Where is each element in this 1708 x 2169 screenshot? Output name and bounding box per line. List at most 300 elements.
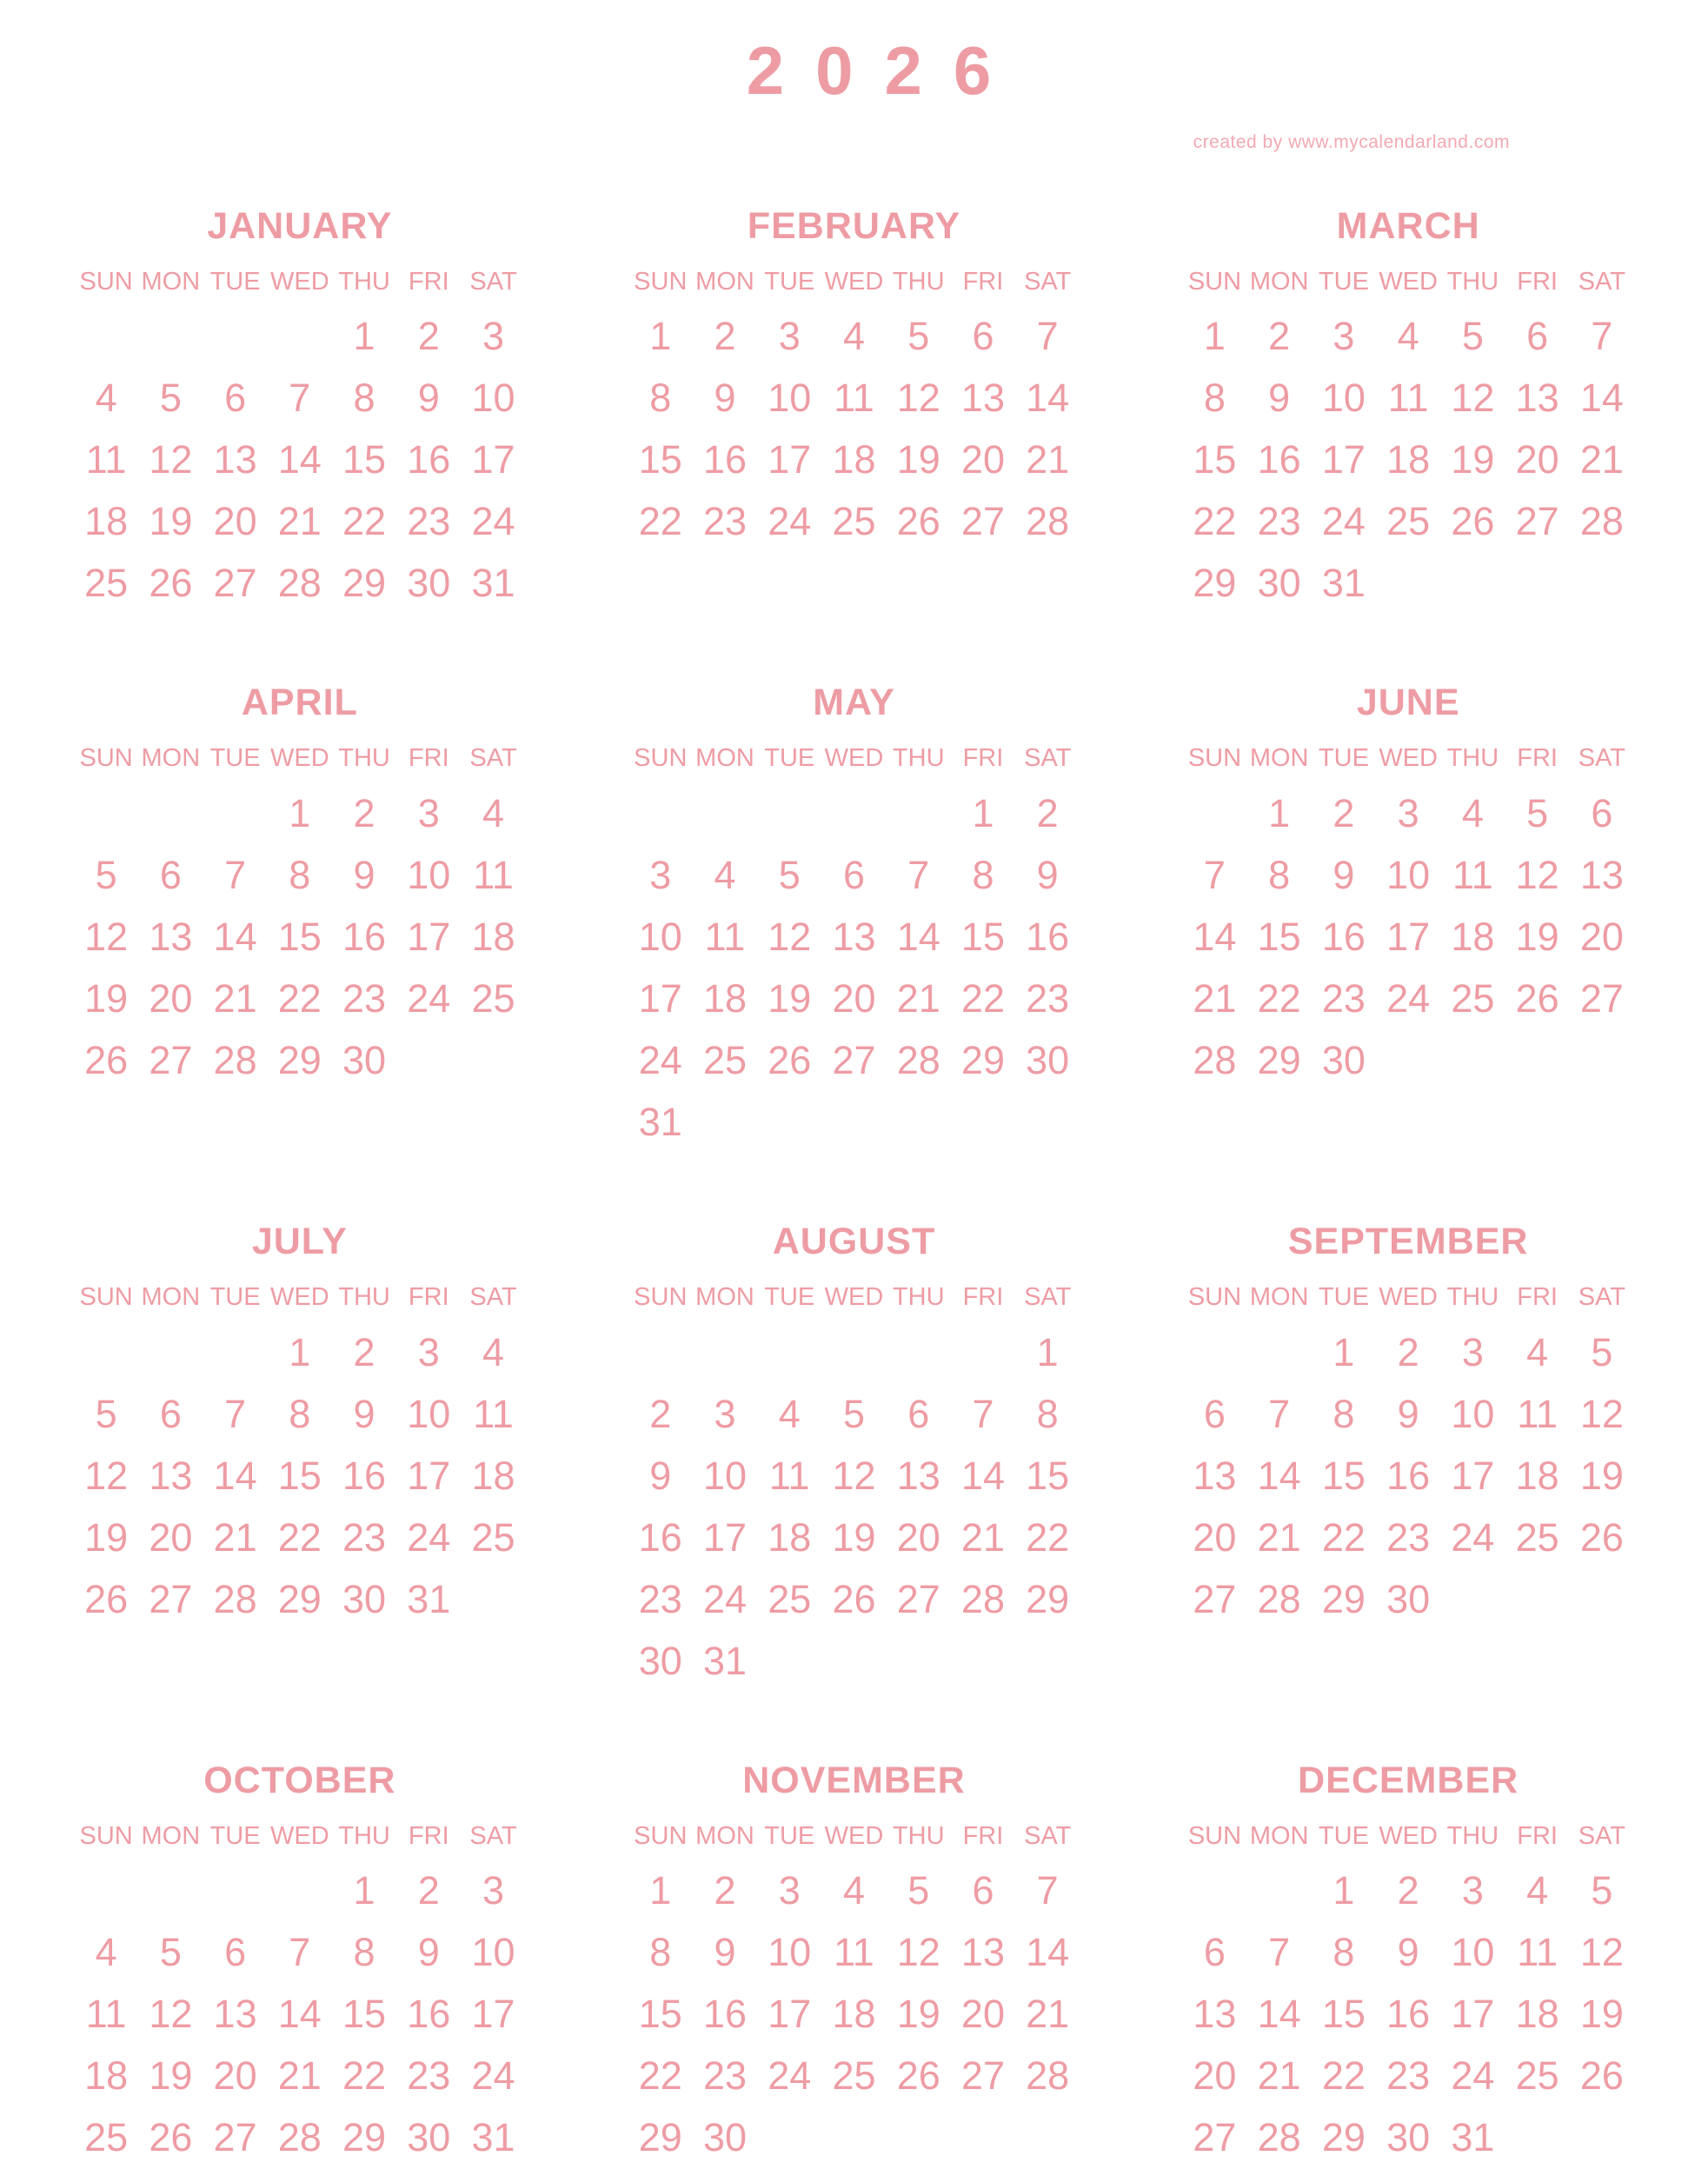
date-cell: 5: [907, 314, 930, 359]
date-cell: 8: [1333, 1930, 1355, 1975]
month-august: [628, 1189, 1080, 1692]
weekday-label-tue: TUE: [209, 1821, 261, 1850]
date-cell: 4: [842, 314, 865, 359]
empty-cell: [1570, 2107, 1634, 2169]
weekday-label-sun: SUN: [79, 267, 133, 296]
date-cell: 19: [768, 975, 812, 1021]
date-cell: 28: [277, 561, 322, 606]
date-cell: 31: [471, 561, 515, 606]
weekday-label-mon: MON: [695, 1283, 754, 1312]
date-cell: 14: [1257, 1992, 1301, 2037]
date-cell: 11: [704, 914, 746, 959]
date-cell: 24: [638, 1037, 682, 1082]
empty-cell: [757, 782, 821, 844]
date-cell: 13: [960, 376, 1005, 421]
date-cell: 25: [1386, 499, 1431, 544]
date-cell: 30: [407, 561, 451, 606]
weekday-label-thu: THU: [892, 1821, 945, 1850]
date-cell: 14: [1193, 914, 1237, 959]
date-cell: 13: [213, 1992, 257, 2037]
month-days-grid: [74, 306, 526, 615]
date-cell: 16: [1257, 437, 1301, 482]
date-cell: 13: [1193, 1992, 1237, 2037]
date-cell: 24: [407, 1514, 451, 1560]
month-title: JUNE: [1356, 682, 1460, 724]
date-cell: 28: [213, 1576, 257, 1621]
date-cell: 5: [1591, 1329, 1613, 1374]
empty-cell: [1570, 1029, 1634, 1091]
weekday-label-sat: SAT: [1578, 1821, 1625, 1850]
date-cell: 4: [482, 1329, 505, 1374]
date-cell: 21: [960, 1514, 1005, 1560]
month-july: [74, 1189, 526, 1692]
date-cell: 14: [213, 914, 257, 959]
date-cell: 16: [1386, 1453, 1431, 1498]
date-cell: 9: [649, 1453, 672, 1498]
date-cell: 28: [1026, 499, 1070, 544]
date-cell: 13: [1515, 376, 1559, 421]
empty-cell: [74, 782, 138, 844]
date-cell: 8: [1333, 1391, 1355, 1436]
date-cell: 10: [471, 376, 515, 421]
date-cell: 17: [1451, 1453, 1495, 1498]
weekday-label-mon: MON: [1249, 1821, 1309, 1850]
date-cell: 15: [1026, 1453, 1070, 1498]
empty-cell: [1247, 1321, 1312, 1383]
date-cell: 7: [907, 852, 930, 897]
date-cell: 18: [1515, 1992, 1559, 2037]
date-cell: 30: [702, 2115, 748, 2160]
weekday-label-tue: TUE: [764, 267, 815, 296]
month-november: [628, 1728, 1080, 2169]
weekday-label-sun: SUN: [1187, 1283, 1242, 1312]
date-cell: 23: [407, 2053, 451, 2099]
credit-text: created by www.mycalendarland.com: [1193, 132, 1510, 152]
date-cell: 19: [149, 499, 193, 544]
year-title: 2026: [746, 32, 1023, 109]
date-cell: 2: [417, 314, 440, 359]
empty-cell: [1182, 1860, 1246, 1922]
month-october: [74, 1728, 526, 2169]
weekday-label-sat: SAT: [469, 267, 517, 296]
date-cell: 26: [1579, 2053, 1624, 2099]
date-cell: 8: [1036, 1391, 1059, 1436]
date-cell: 21: [213, 1514, 257, 1560]
date-cell: 23: [702, 499, 748, 544]
date-cell: 25: [702, 1037, 748, 1082]
date-cell: 11: [834, 1930, 874, 1975]
date-cell: 2: [353, 1329, 375, 1374]
date-cell: 3: [1333, 314, 1355, 359]
date-cell: 3: [417, 790, 440, 835]
weekday-header-row: [74, 742, 526, 774]
weekday-label-mon: MON: [695, 744, 754, 773]
weekday-label-sun: SUN: [1187, 267, 1242, 296]
weekday-label-mon: MON: [1249, 1283, 1309, 1312]
weekday-label-wed: WED: [269, 744, 329, 773]
weekday-label-thu: THU: [1446, 744, 1499, 773]
date-cell: 21: [1579, 437, 1624, 482]
date-cell: 2: [714, 314, 736, 359]
weekday-header-row: [628, 1281, 1080, 1313]
weekday-label-tue: TUE: [1318, 1821, 1369, 1850]
date-cell: 8: [972, 852, 994, 897]
date-cell: 15: [277, 1453, 322, 1498]
date-cell: 7: [289, 376, 311, 421]
empty-cell: [461, 1029, 525, 1091]
empty-cell: [1505, 1029, 1570, 1091]
date-cell: 16: [1026, 914, 1070, 959]
date-cell: 22: [342, 2053, 387, 2099]
month-title: MAY: [813, 682, 895, 724]
empty-cell: [951, 1630, 1015, 1692]
date-cell: 2: [714, 1868, 736, 1913]
weekday-label-thu: THU: [1446, 1283, 1499, 1312]
month-title: OCTOBER: [203, 1759, 396, 1801]
date-cell: 16: [342, 1453, 387, 1498]
date-cell: 13: [896, 1453, 940, 1498]
month-april: [74, 651, 526, 1154]
date-cell: 3: [778, 314, 801, 359]
date-cell: 5: [778, 852, 801, 897]
date-cell: 18: [832, 1992, 876, 2037]
empty-cell: [1570, 1568, 1634, 1630]
month-title: NOVEMBER: [742, 1759, 966, 1801]
date-cell: 2: [417, 1868, 440, 1913]
month-december: [1182, 1728, 1634, 2169]
month-days-grid: [74, 1321, 526, 1630]
weekday-label-thu: THU: [892, 1283, 945, 1312]
date-cell: 7: [1036, 1868, 1059, 1913]
empty-cell: [951, 1091, 1015, 1153]
weekday-label-wed: WED: [824, 1821, 884, 1850]
date-cell: 8: [649, 1930, 672, 1975]
date-cell: 20: [213, 2053, 257, 2099]
date-cell: 31: [471, 2115, 515, 2160]
date-cell: 20: [213, 499, 257, 544]
date-cell: 20: [1193, 2053, 1237, 2099]
date-cell: 7: [1268, 1391, 1291, 1436]
month-days-grid: [1182, 782, 1634, 1091]
date-cell: 13: [1579, 852, 1624, 897]
empty-cell: [203, 782, 267, 844]
date-cell: 14: [213, 1453, 257, 1498]
date-cell: 22: [277, 1514, 322, 1560]
date-cell: 14: [277, 437, 322, 482]
date-cell: 12: [1579, 1930, 1624, 1975]
date-cell: 19: [1451, 437, 1495, 482]
date-cell: 24: [1321, 499, 1366, 544]
weekday-label-tue: TUE: [764, 1821, 815, 1850]
date-cell: 4: [95, 376, 117, 421]
weekday-label-tue: TUE: [209, 267, 261, 296]
date-cell: 3: [1461, 1329, 1484, 1374]
weekday-label-sat: SAT: [1024, 267, 1072, 296]
date-cell: 27: [213, 2115, 257, 2160]
date-cell: 21: [1193, 975, 1237, 1021]
date-cell: 16: [407, 437, 451, 482]
date-cell: 21: [213, 975, 257, 1021]
weekday-label-sun: SUN: [79, 1821, 133, 1850]
empty-cell: [693, 1091, 757, 1153]
date-cell: 4: [482, 790, 505, 835]
empty-cell: [821, 1321, 886, 1383]
date-cell: 16: [1386, 1992, 1431, 2037]
empty-cell: [1015, 1091, 1080, 1153]
weekday-label-thu: THU: [1446, 1821, 1499, 1850]
date-cell: 29: [1193, 561, 1237, 606]
date-cell: 12: [1579, 1391, 1624, 1436]
date-cell: 11: [473, 852, 514, 897]
empty-cell: [628, 1321, 693, 1383]
date-cell: 11: [1387, 376, 1429, 421]
weekday-label-wed: WED: [1379, 744, 1438, 773]
date-cell: 20: [960, 1992, 1005, 2037]
date-cell: 14: [1579, 376, 1624, 421]
weekday-header-row: [628, 266, 1080, 297]
empty-cell: [757, 1630, 821, 1692]
date-cell: 31: [702, 1638, 748, 1683]
weekday-label-fri: FRI: [408, 1283, 449, 1312]
date-cell: 30: [1257, 561, 1301, 606]
weekday-label-sat: SAT: [1578, 267, 1625, 296]
weekday-label-fri: FRI: [962, 744, 1004, 773]
date-cell: 29: [1257, 1037, 1301, 1082]
empty-cell: [268, 1860, 332, 1922]
weekday-label-sat: SAT: [1024, 1283, 1072, 1312]
weekday-label-sun: SUN: [634, 744, 688, 773]
date-cell: 30: [407, 2115, 451, 2160]
empty-cell: [887, 782, 951, 844]
empty-cell: [1376, 553, 1440, 615]
weekday-label-thu: THU: [338, 267, 390, 296]
weekday-label-sun: SUN: [634, 1821, 688, 1850]
weekday-header-row: [1182, 1820, 1634, 1852]
weekday-label-fri: FRI: [1517, 744, 1558, 773]
date-cell: 12: [1515, 852, 1559, 897]
date-cell: 3: [778, 1868, 801, 1913]
date-cell: 31: [1321, 561, 1366, 606]
empty-cell: [203, 1321, 267, 1383]
date-cell: 1: [649, 314, 672, 359]
date-cell: 4: [1526, 1868, 1549, 1913]
date-cell: 5: [842, 1391, 865, 1436]
month-title: JANUARY: [207, 204, 393, 247]
date-cell: 18: [471, 1453, 515, 1498]
empty-cell: [1440, 553, 1505, 615]
date-cell: 13: [149, 914, 193, 959]
date-cell: 8: [353, 376, 375, 421]
month-days-grid: [1182, 1860, 1634, 2169]
month-title: DECEMBER: [1298, 1759, 1519, 1801]
date-cell: 11: [85, 1992, 127, 2037]
weekday-label-thu: THU: [892, 744, 945, 773]
date-cell: 7: [224, 852, 247, 897]
date-cell: 17: [702, 1514, 748, 1560]
date-cell: 1: [972, 790, 994, 835]
date-cell: 18: [1451, 914, 1495, 959]
empty-cell: [757, 1321, 821, 1383]
month-title: APRIL: [241, 682, 358, 724]
date-cell: 8: [289, 1391, 311, 1436]
date-cell: 12: [768, 914, 812, 959]
date-cell: 28: [1257, 1576, 1301, 1621]
date-cell: 2: [1333, 790, 1355, 835]
weekday-label-sat: SAT: [1578, 1283, 1625, 1312]
date-cell: 7: [289, 1930, 311, 1975]
date-cell: 10: [1386, 852, 1431, 897]
empty-cell: [821, 1091, 886, 1153]
date-cell: 8: [289, 852, 311, 897]
empty-cell: [1505, 1568, 1570, 1630]
month-september: [1182, 1189, 1634, 1692]
date-cell: 21: [1257, 2053, 1301, 2099]
date-cell: 6: [972, 1868, 994, 1913]
date-cell: 8: [649, 376, 672, 421]
date-cell: 8: [1268, 852, 1291, 897]
date-cell: 12: [149, 1992, 193, 2037]
date-cell: 31: [407, 1576, 451, 1621]
weekday-header-row: [74, 266, 526, 297]
date-cell: 30: [1386, 1576, 1431, 1621]
date-cell: 5: [907, 1868, 930, 1913]
date-cell: 30: [638, 1638, 682, 1683]
date-cell: 4: [1461, 790, 1484, 835]
date-cell: 11: [834, 376, 874, 421]
date-cell: 17: [407, 914, 451, 959]
empty-cell: [1376, 1029, 1440, 1091]
month-title: AUGUST: [772, 1221, 936, 1263]
empty-cell: [1505, 2107, 1570, 2169]
date-cell: 11: [473, 1391, 514, 1436]
date-cell: 16: [407, 1992, 451, 2037]
weekday-label-wed: WED: [1379, 267, 1438, 296]
date-cell: 23: [638, 1576, 682, 1621]
date-cell: 26: [84, 1576, 129, 1621]
weekday-label-fri: FRI: [962, 1283, 1004, 1312]
date-cell: 29: [1321, 1576, 1366, 1621]
date-cell: 20: [149, 1514, 193, 1560]
date-cell: 13: [960, 1930, 1005, 1975]
date-cell: 11: [85, 437, 127, 482]
date-cell: 2: [649, 1391, 672, 1436]
date-cell: 9: [714, 1930, 736, 1975]
date-cell: 6: [224, 376, 247, 421]
date-cell: 26: [1451, 499, 1495, 544]
date-cell: 14: [896, 914, 940, 959]
date-cell: 9: [1036, 852, 1059, 897]
date-cell: 27: [213, 561, 257, 606]
date-cell: 26: [84, 1037, 129, 1082]
weekday-label-wed: WED: [269, 267, 329, 296]
month-january: [74, 174, 526, 615]
date-cell: 12: [832, 1453, 876, 1498]
date-cell: 25: [832, 499, 876, 544]
date-cell: 15: [960, 914, 1005, 959]
date-cell: 10: [768, 376, 812, 421]
date-cell: 23: [1026, 975, 1070, 1021]
weekday-label-wed: WED: [269, 1283, 329, 1312]
weekday-label-fri: FRI: [962, 1821, 1004, 1850]
date-cell: 1: [1036, 1329, 1059, 1374]
date-cell: 9: [353, 852, 375, 897]
date-cell: 28: [1026, 2053, 1070, 2099]
weekday-label-mon: MON: [1249, 744, 1309, 773]
weekday-label-mon: MON: [695, 267, 754, 296]
weekday-label-mon: MON: [141, 267, 201, 296]
date-cell: 25: [1451, 975, 1495, 1021]
date-cell: 15: [638, 1992, 682, 2037]
date-cell: 9: [1268, 376, 1291, 421]
date-cell: 17: [407, 1453, 451, 1498]
date-cell: 1: [1268, 790, 1291, 835]
date-cell: 7: [224, 1391, 247, 1436]
weekday-label-tue: TUE: [764, 744, 815, 773]
date-cell: 30: [1026, 1037, 1070, 1082]
weekday-label-fri: FRI: [408, 267, 449, 296]
month-days-grid: [628, 782, 1080, 1153]
date-cell: 29: [277, 1037, 322, 1082]
weekday-label-sun: SUN: [79, 1283, 133, 1312]
weekday-label-tue: TUE: [209, 1283, 261, 1312]
date-cell: 24: [471, 499, 515, 544]
date-cell: 27: [149, 1037, 193, 1082]
empty-cell: [1182, 782, 1246, 844]
date-cell: 13: [213, 437, 257, 482]
weekday-label-sun: SUN: [634, 267, 688, 296]
date-cell: 19: [84, 975, 129, 1021]
date-cell: 6: [972, 314, 994, 359]
date-cell: 12: [149, 437, 193, 482]
date-cell: 25: [1515, 1514, 1559, 1560]
date-cell: 9: [714, 376, 736, 421]
empty-cell: [1440, 1029, 1505, 1091]
weekday-label-sun: SUN: [1187, 1821, 1242, 1850]
date-cell: 7: [972, 1391, 994, 1436]
date-cell: 4: [714, 852, 736, 897]
date-cell: 4: [95, 1930, 117, 1975]
empty-cell: [1570, 553, 1634, 615]
date-cell: 6: [907, 1391, 930, 1436]
calendar-grid: [0, 174, 1708, 2169]
month-days-grid: [1182, 306, 1634, 615]
empty-cell: [887, 2107, 951, 2169]
date-cell: 14: [277, 1992, 322, 2037]
date-cell: 25: [832, 2053, 876, 2099]
date-cell: 14: [1026, 1930, 1070, 1975]
month-days-grid: [74, 782, 526, 1091]
date-cell: 5: [95, 852, 117, 897]
date-cell: 17: [768, 1992, 812, 2037]
date-cell: 11: [1517, 1930, 1558, 1975]
date-cell: 28: [213, 1037, 257, 1082]
date-cell: 20: [149, 975, 193, 1021]
date-cell: 21: [1026, 1992, 1070, 2037]
date-cell: 27: [960, 2053, 1005, 2099]
date-cell: 5: [1526, 790, 1549, 835]
empty-cell: [821, 2107, 886, 2169]
date-cell: 24: [768, 2053, 812, 2099]
date-cell: 22: [277, 975, 322, 1021]
weekday-label-wed: WED: [269, 1821, 329, 1850]
date-cell: 19: [1515, 914, 1559, 959]
date-cell: 21: [896, 975, 940, 1021]
date-cell: 24: [768, 499, 812, 544]
date-cell: 11: [1517, 1391, 1558, 1436]
date-cell: 25: [84, 2115, 129, 2160]
date-cell: 26: [896, 499, 940, 544]
date-cell: 2: [1397, 1868, 1419, 1913]
